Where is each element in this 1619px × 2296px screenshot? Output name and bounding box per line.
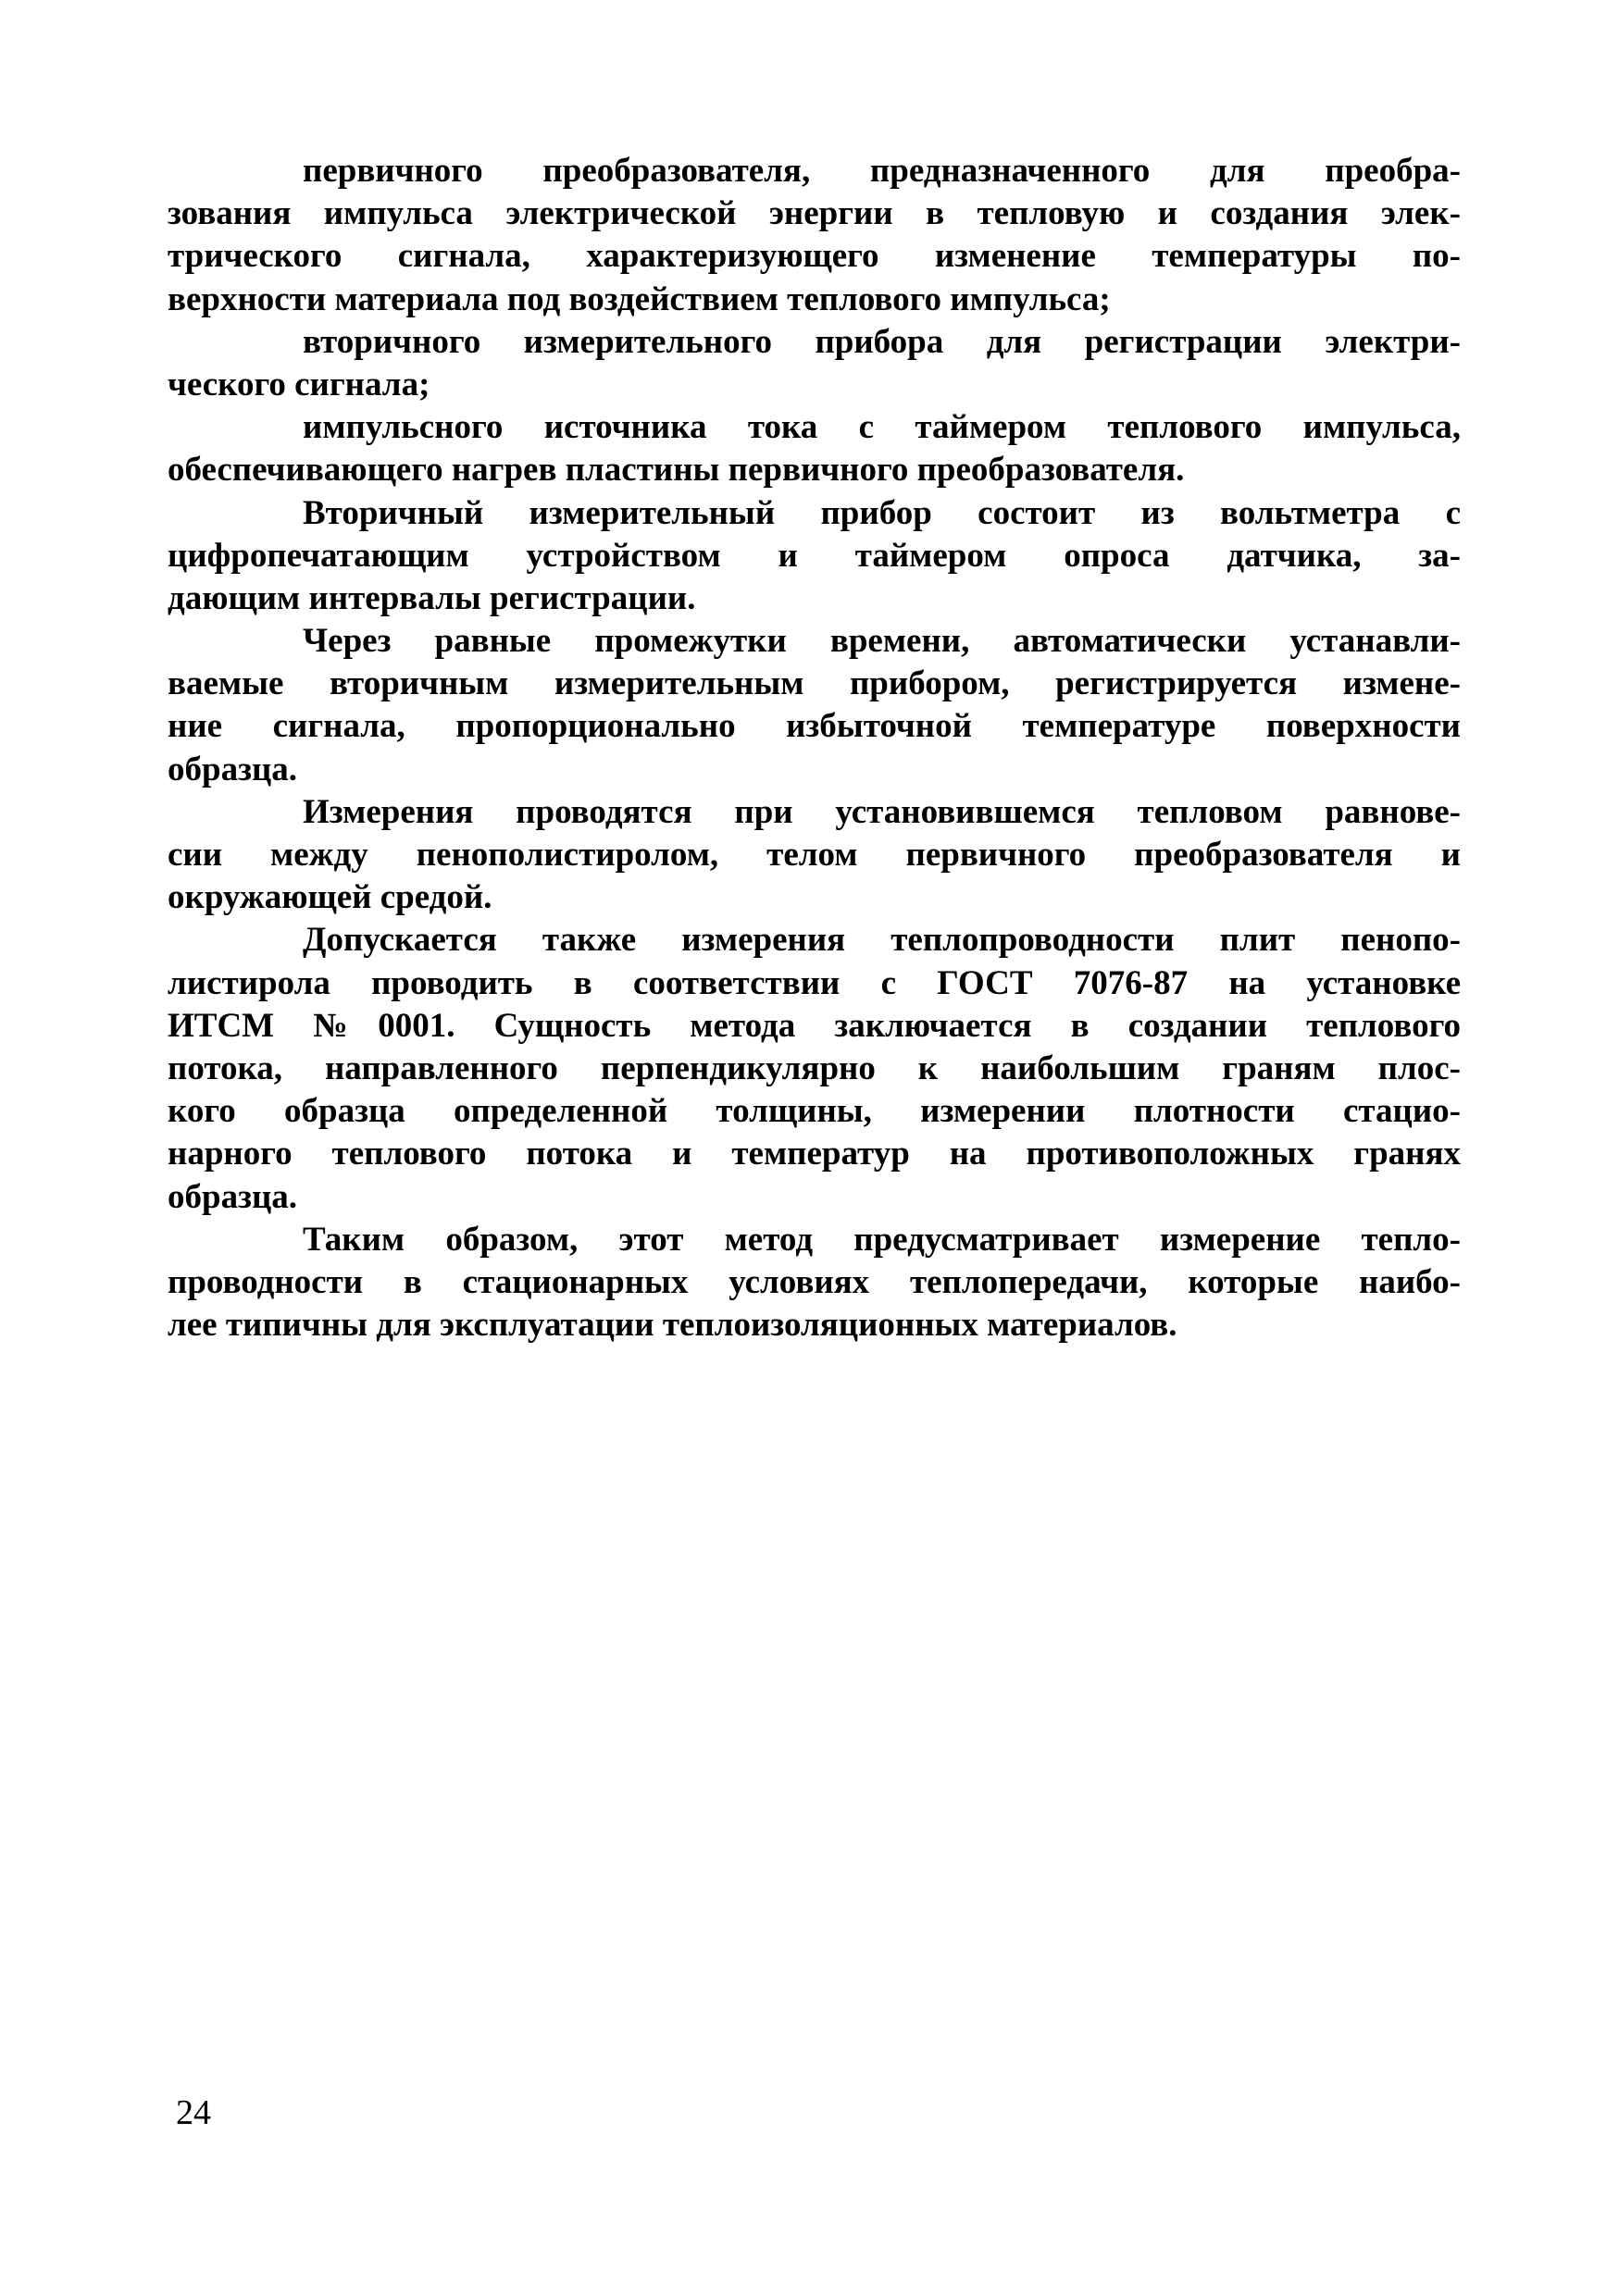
text-line: Вторичный измерительный прибор состоит из вольтметра с bbox=[303, 493, 1461, 532]
text-line: трического сигнала, характеризующего изменение температуры по- bbox=[168, 237, 1461, 276]
paragraph bbox=[168, 321, 1461, 406]
text-line: ние сигнала, пропорционально избыточной температуре поверхности bbox=[168, 707, 1461, 746]
text-line: вторичного измерительного прибора для регистрации электри- bbox=[303, 322, 1461, 361]
text-line: Таким образом, этот метод предусматривает измерение тепло- bbox=[303, 1220, 1461, 1259]
paragraph bbox=[168, 620, 1461, 791]
text-line: зования импульса электрической энергии в тепловую и создания элек- bbox=[168, 194, 1461, 233]
paragraph bbox=[168, 919, 1461, 1218]
text-line: Через равные промежутки времени, автоматически устанавли- bbox=[303, 622, 1461, 661]
text-line: нарного теплового потока и температур на противоположных гранях bbox=[168, 1135, 1461, 1173]
text-line: кого образца определенной толщины, измерении плотности стацио- bbox=[168, 1092, 1461, 1131]
text-line: импульсного источника тока с таймером теплового импульса, bbox=[303, 408, 1461, 447]
text-line: Допускается также измерения теплопроводности плит пенопо- bbox=[303, 921, 1461, 960]
text-line: Измерения проводятся при установившемся тепловом равнове- bbox=[303, 792, 1461, 831]
text-line: сии между пенополистиролом, телом первичного преобразователя и bbox=[168, 836, 1461, 874]
text-line: дающим интервалы регистрации. bbox=[168, 578, 696, 617]
page-number: 24 bbox=[176, 2093, 211, 2132]
text-line: первичного преобразователя, предназначенного для преобра- bbox=[303, 152, 1461, 190]
text-line: проводности в стационарных условиях теплопередачи, которые наибо- bbox=[168, 1262, 1461, 1301]
text-line: ваемые вторичным измерительным прибором, регистрируется измене- bbox=[168, 664, 1461, 703]
text-line: цифропечатающим устройством и таймером опроса датчика, за- bbox=[168, 536, 1461, 575]
text-line: верхности материала под воздействием теплового импульса; bbox=[168, 279, 1111, 318]
paragraph bbox=[168, 150, 1461, 321]
text-line: лее типичны для эксплуатации теплоизоляционных материалов. bbox=[168, 1306, 1177, 1345]
text-line: ИТСМ №0001. Сущность метода заключается в создании теплового bbox=[168, 1006, 1461, 1045]
text-line: потока, направленного перпендикулярно к наибольшим граням плос- bbox=[168, 1049, 1461, 1087]
text-line: образца. bbox=[168, 750, 298, 788]
text-line: окружающей средой. bbox=[168, 878, 492, 917]
body-text bbox=[168, 150, 1461, 1347]
paragraph bbox=[168, 492, 1461, 621]
text-line: образца. bbox=[168, 1177, 298, 1216]
text-line: обеспечивающего нагрев пластины первичного преобразователя. bbox=[168, 451, 1185, 490]
text-line: листирола проводить в соответствии с ГОСТ 7076-87 на установке bbox=[168, 963, 1461, 1002]
paragraph bbox=[168, 406, 1461, 491]
paragraph bbox=[168, 1219, 1461, 1347]
text-line: ческого сигнала; bbox=[168, 365, 430, 403]
paragraph bbox=[168, 791, 1461, 920]
